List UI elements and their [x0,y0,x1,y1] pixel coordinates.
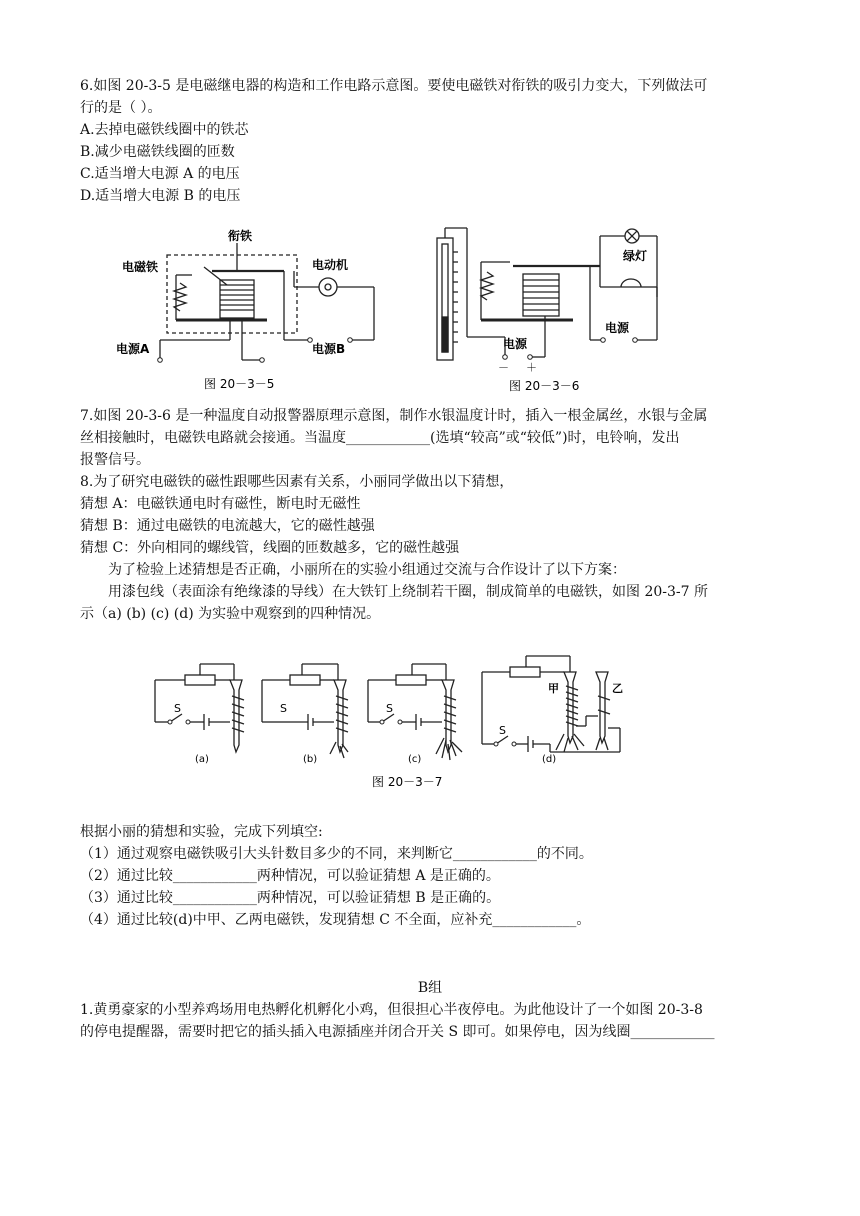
fig7-label-jia: 甲 [548,682,559,695]
q8-guess-b: 猜想 B：通过电磁铁的电流越大，它的磁性越强 [80,518,375,534]
q8-line1: 8.为了研究电磁铁的磁性跟哪些因素有关系，小丽同学做出以下猜想， [80,474,514,490]
fig7-switch-b: S [280,702,287,715]
electromagnet-jia [564,672,576,743]
fig5-label-source-a: 电源A [116,342,150,356]
q8-para2-line1: 用漆包线（表面涂有绝缘漆的导线）在大铁钉上绕制若干圈，制成简单的电磁铁，如图 20-3-7 所 [108,584,708,600]
fig6-label-minus: － [498,361,509,374]
fig7-panel-b [262,664,348,758]
figure-20-3-5 [112,225,382,400]
fig7-switch-a: S [174,702,181,715]
bell-symbol [621,279,641,287]
fig5-label-electromagnet: 电磁铁 [122,260,159,274]
q7-line2: 丝相接触时，电磁铁电路就会接通。当温度____________(选填“较高”或“较低”)时，电铃响，发出 [80,430,680,446]
q8-para1: 为了检验上述猜想是否正确，小丽所在的实验小组通过交流与合作设计了以下方案： [108,562,626,578]
electromagnet-yi [596,672,608,743]
fig7-panel-c [368,664,462,760]
q8-blank-2: （2）通过比较____________两种情况，可以验证猜想 A 是正确的。 [80,868,500,884]
fig7-sub-b: (b) [303,754,318,765]
group-b-q1-line1: 1.黄勇豪家的小型养鸡场用电热孵化机孵化小鸡，但很担心半夜停电。为此他设计了一个如图 20-3-8 [80,1002,703,1018]
fig7-label-yi: 乙 [612,682,623,695]
q8-guess-c: 猜想 C：外向相同的螺线管，线圈的匝数越多，它的磁性越强 [80,540,460,556]
group-b-title: B组 [417,980,443,996]
q8-blank-4: （4）通过比较(d)中甲、乙两电磁铁，发现猜想 C 不全面，应补充____________。 [80,912,591,928]
q7-line1: 7.如图 20-3-6 是一种温度自动报警器原理示意图，制作水银温度计时，插入一根金属丝，水银与金属 [80,408,708,424]
q8-para2-line2: 示（a) (b) (c) (d) 为实验中观察到的四种情况。 [80,606,381,622]
fig6-label-plus: ＋ [526,361,537,374]
fig7-panel-a [155,664,244,752]
fig7-caption: 图 20－3－7 [372,775,443,789]
q8-after-fig: 根据小丽的猜想和实验，完成下列填空: [80,824,323,840]
fig6-caption: 图 20－3－6 [509,379,580,393]
fig7-sub-c: (c) [408,754,422,765]
q8-guess-a: 猜想 A：电磁铁通电时有磁性，断电时无磁性 [80,496,361,512]
fig5-label-source-b: 电源B [312,342,346,356]
q7-line3: 报警信号。 [80,452,150,468]
fig6-label-green-lamp: 绿灯 [623,249,648,263]
q6-option-a: A.去掉电磁铁线圈中的铁芯 [80,122,249,138]
q6-stem-line1: 6.如图 20-3-5 是电磁继电器的构造和工作电路示意图。要使电磁铁对衔铁的吸引力变大，下列做法可 [80,78,708,94]
fig6-label-source-bottom: 电源 [503,337,528,351]
q8-blank-3: （3）通过比较____________两种情况，可以验证猜想 B 是正确的。 [80,890,501,906]
fig6-label-source-right: 电源 [605,321,630,335]
motor-symbol [319,278,337,296]
fig7-switch-c: S [386,702,393,715]
q6-stem-line2: 行的是（ ）。 [80,100,162,116]
q6-option-c: C.适当增大电源 A 的电压 [80,166,240,182]
group-b-q1-line2: 的停电提醒器，需要时把它的插头插入电源插座并闭合开关 S 即可。如果停电，因为线圈____________ [80,1024,715,1040]
figure-20-3-6 [425,222,680,397]
fig5-label-armature: 衔铁 [228,229,253,243]
fig7-sub-d: (d) [542,754,557,765]
figure-20-3-7 [150,650,640,795]
q8-blank-1: （1）通过观察电磁铁吸引大头针数目多少的不同，来判断它____________的不同。 [80,846,593,862]
q6-option-d: D.适当增大电源 B 的电压 [80,188,241,204]
fig7-panel-d [482,656,620,752]
relay-coil [220,280,254,318]
fig7-switch-d: S [499,724,506,737]
fig7-sub-a: (a) [195,754,209,765]
fig5-label-motor: 电动机 [312,258,349,272]
fig5-caption: 图 20－3－5 [204,377,275,391]
q6-option-b: B.减少电磁铁线圈的匝数 [80,144,235,160]
